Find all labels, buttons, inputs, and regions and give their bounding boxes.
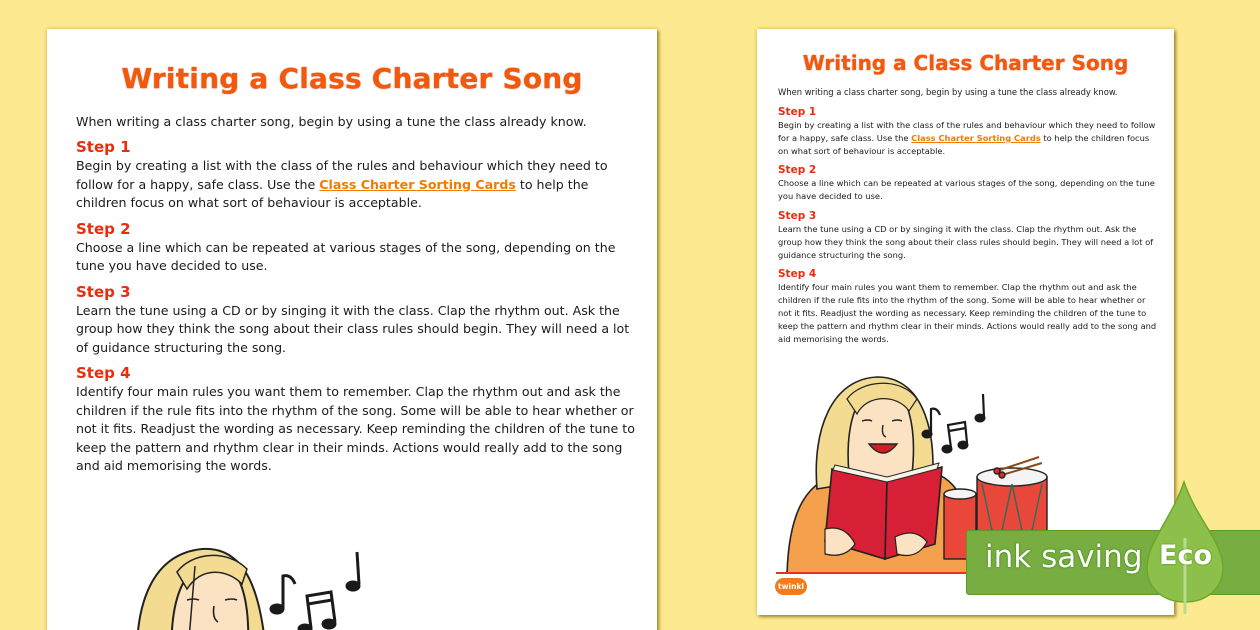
intro-text: When writing a class charter song, begin by using a tune the class already know.	[76, 114, 587, 129]
step-4-text: Identify four main rules you want them to remember. Clap the rhythm out and ask the children if the rule fits into the rhythm of the song. Some will be able to hear whether or not it fits. Readjust the wording as necessary. Keep reminding the children of the tune to keep the pattern and rhythm clear in their minds. Actions would really add to the song and aid memorising the words.	[76, 384, 635, 473]
step-1-text-small	[778, 119, 1158, 157]
step-2-heading: Step 2	[76, 219, 131, 238]
page-title: Writing a Class Charter Song	[121, 62, 583, 95]
document-preview-small	[757, 29, 1174, 615]
ink-saving-label: ink saving	[985, 539, 1143, 575]
page-title-small: Writing a Class Charter Song	[802, 51, 1129, 75]
step-1-text-after-small: to help the children focus on what sort of behaviour is acceptable.	[778, 132, 1150, 156]
class-charter-sorting-cards-link[interactable]: Class Charter Sorting Cards	[319, 176, 516, 192]
class-charter-sorting-cards-link-small[interactable]: Class Charter Sorting Cards	[911, 132, 1041, 143]
step-2-text: Choose a line which can be repeated at various stages of the song, depending on the tune you have decided to use.	[76, 239, 616, 273]
intro-text-small: When writing a class charter song, begin by using a tune the class already know.	[778, 87, 1118, 97]
document-preview-large	[47, 29, 657, 630]
step-1-text	[76, 157, 636, 213]
step-4-heading: Step 4	[76, 364, 131, 382]
step-3-heading: Step 3	[76, 282, 131, 301]
eco-leaf-badge	[1145, 480, 1225, 616]
step-4-heading-small: Step 4	[778, 268, 817, 281]
twinkl-logo: twinkl	[775, 578, 807, 595]
document-body	[76, 113, 636, 482]
step-1-text-after: to help the children focus on what sort of behaviour is acceptable.	[76, 176, 589, 210]
step-3-text: Learn the tune using a CD or by singing it with the class. Clap the rhythm out. Ask the group how they think the song about their class rules should begin. They will need a lot of guidance structuring the song.	[76, 302, 630, 355]
step-2-heading-small: Step 2	[778, 164, 817, 177]
step-1-heading-small: Step 1	[778, 106, 817, 118]
singing-teacher-illustration	[107, 514, 367, 630]
step-1-text-before-small: Begin by creating a list with the class of the rules and behaviour which they need to follow for a happy, safe class. Use the	[778, 120, 1156, 143]
step-1-heading: Step 1	[76, 138, 131, 156]
document-body-small	[778, 86, 1158, 352]
step-3-text-small: Learn the tune using a CD or by singing it with the class. Clap the rhythm out. Ask the group how they think the song about their class rules should begin. They will need a lot of guidance structuring the song.	[778, 223, 1154, 260]
step-1-text-before: Begin by creating a list with the class of the rules and behaviour which they need to follow for a happy, safe class. Use the	[76, 158, 608, 192]
eco-label: Eco	[1159, 540, 1212, 571]
step-2-text-small: Choose a line which can be repeated at various stages of the song, depending on the tune you have decided to use.	[778, 178, 1155, 202]
step-4-text-small: Identify four main rules you want them to remember. Clap the rhythm out and ask the children if the rule fits into the rhythm of the song. Some will be able to hear whether or not it fits. Readjust the wording as necessary. Keep reminding the children of the tune to keep the pattern and rhythm clear in their minds. Actions would really add to the song and aid memorising the words.	[778, 282, 1157, 344]
step-3-heading-small: Step 3	[778, 209, 817, 222]
